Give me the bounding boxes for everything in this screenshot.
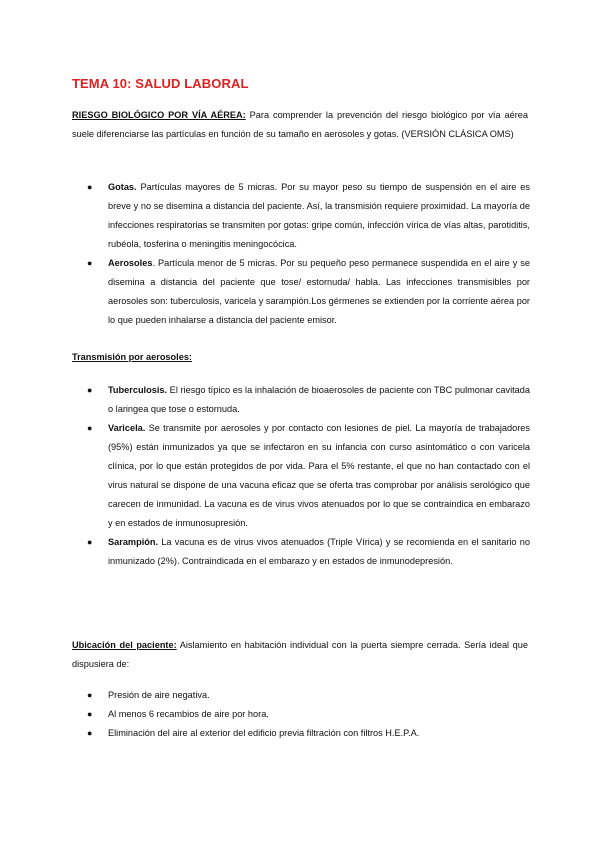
list-item-text: Al menos 6 recambios de aire por hora. xyxy=(108,709,269,719)
list-item-text: Eliminación del aire al exterior del edificio previa filtración con filtros H.E.P.A. xyxy=(108,728,420,738)
location-list xyxy=(72,686,530,743)
list-item-text: Presión de aire negativa. xyxy=(108,690,210,700)
transmission-list xyxy=(72,381,530,571)
list-item xyxy=(72,178,530,254)
list-item-term: Gotas. xyxy=(108,182,137,192)
list-item-term: Varicela. xyxy=(108,423,146,433)
list-item-text: El riesgo típico es la inhalación de bioaerosoles de paciente con TBC pulmonar cavitada o laringea que tose o estornuda. xyxy=(108,385,530,414)
list-item-text: La vacuna es de virus vivos atenuados (Triple Vírica) y se recomienda en el sanitario no inmunizado (2%). Contraindicada en el embarazo y en estados de inmunodepresión. xyxy=(108,537,530,566)
location-text: Aislamiento en habitación individual con la puerta siempre cerrada. Sería ideal que dispusiera de: xyxy=(72,640,528,669)
bullet-icon: ● xyxy=(87,423,93,433)
list-item-text: Partículas mayores de 5 micras. Por su mayor peso su tiempo de suspensión en el aire es breve y no se disemina a distancia del paciente. Así, la transmisión requiere proximidad. La mayoría de infecciones respiratorias se transmiten por gotas: gripe común, infección vírica de vías altas, parotiditis, rubéola, tosferina o meningitis meningocócica. xyxy=(108,182,530,249)
intro-paragraph xyxy=(72,106,528,144)
list-item xyxy=(72,533,530,571)
list-item xyxy=(72,419,530,533)
list-item xyxy=(72,381,530,419)
page-title: TEMA 10: SALUD LABORAL xyxy=(72,76,249,91)
list-item xyxy=(72,254,530,330)
list-item xyxy=(72,724,530,743)
bullet-icon: ● xyxy=(87,182,93,192)
bullet-icon: ● xyxy=(87,728,93,738)
list-item-text: Se transmite por aerosoles y por contacto con lesiones de piel. La mayoría de trabajadores (95%) están inmunizados ya que se infectaron en su infancia con curso asintomático o con varicela clínica, por lo que están protegidos de por vida. Para el 5% restante, el que no han contactado con el virus natural se dispone de una vacuna eficaz que se oferta tras comprobar por análisis serológico que carecen de inmunidad. La vacuna es de virus vivos atenuados por lo que se contraindica en embarazo y en estados de inmunosupresión. xyxy=(108,423,530,528)
bullet-icon: ● xyxy=(87,537,93,547)
list-item-term: Aerosoles xyxy=(108,258,153,268)
list-item xyxy=(72,686,530,705)
particles-list xyxy=(72,178,530,330)
intro-heading: RIESGO BIOLÓGICO POR VÍA AÉREA: xyxy=(72,110,246,120)
list-item-text: . Partícula menor de 5 micras. Por su pequeño peso permanece suspendida en el aire y se disemina a distancia del paciente que tose/ estornuda/ habla. Las infecciones transmisibles por aerosoles son: tuberculosis, varicela y sarampión.Los gérmenes se extienden por la corriente aérea por lo que pueden inhalarse a distancia del paciente emisor. xyxy=(108,258,530,325)
location-paragraph xyxy=(72,636,528,674)
location-heading: Ubicación del paciente: xyxy=(72,640,177,650)
list-item-term: Sarampión. xyxy=(108,537,159,547)
bullet-icon: ● xyxy=(87,385,93,395)
bullet-icon: ● xyxy=(87,690,93,700)
list-item xyxy=(72,705,530,724)
bullet-icon: ● xyxy=(87,709,93,719)
bullet-icon: ● xyxy=(87,258,93,268)
transmission-heading: Transmisión por aerosoles: xyxy=(72,352,192,362)
intro-text: Para comprender la prevención del riesgo biológico por vía aérea suele diferenciarse las partículas en función de su tamaño en aerosoles y gotas. (VERSIÓN CLÁSICA OMS) xyxy=(72,110,528,139)
list-item-term: Tuberculosis. xyxy=(108,385,168,395)
